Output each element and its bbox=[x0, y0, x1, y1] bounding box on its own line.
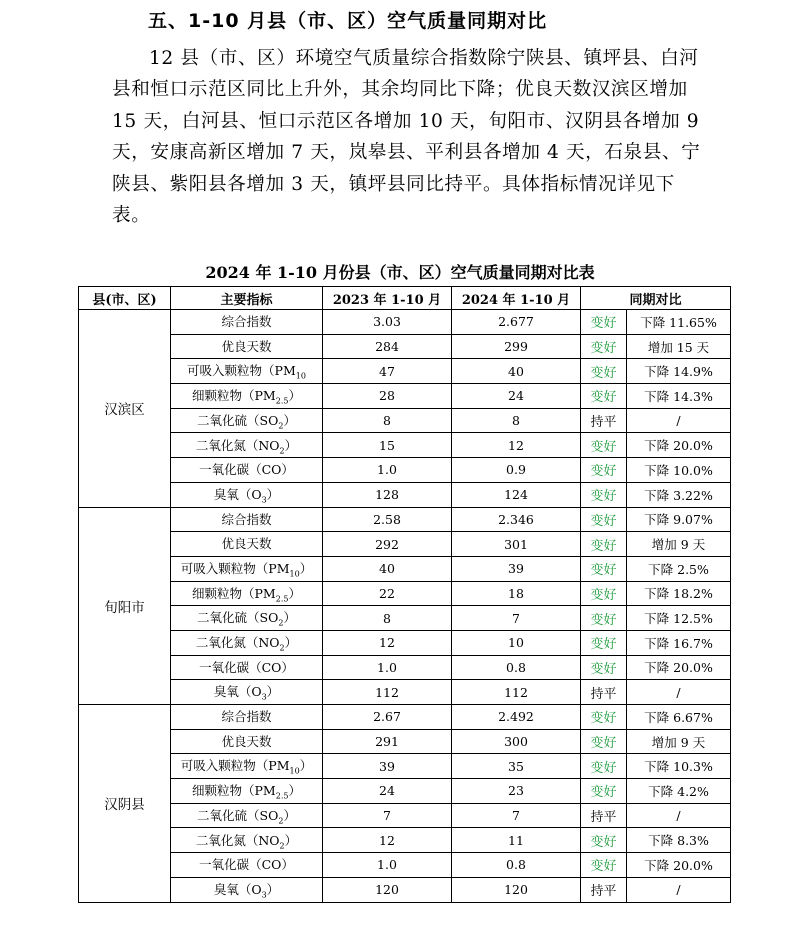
indicator-suffix: ） bbox=[266, 486, 280, 502]
indicator-suffix: ） bbox=[299, 758, 313, 774]
value-2024-cell: 2.677 bbox=[452, 310, 581, 335]
table-row bbox=[79, 803, 731, 828]
indicator-cell bbox=[171, 310, 323, 335]
indicator-label: 二氧化硫（SO bbox=[197, 610, 279, 626]
trend-cell: 变好 bbox=[581, 853, 627, 878]
indicator-suffix: ） bbox=[266, 684, 280, 700]
indicator-cell bbox=[171, 655, 323, 680]
table-row bbox=[79, 655, 731, 680]
indicator-label: 一氧化碳（CO） bbox=[199, 857, 294, 873]
indicator-label: 二氧化氮（NO bbox=[195, 635, 280, 651]
trend-cell: 持平 bbox=[581, 803, 627, 828]
trend-cell: 持平 bbox=[581, 680, 627, 705]
indicator-label: 优良天数 bbox=[221, 536, 272, 552]
trend-cell: 变好 bbox=[581, 384, 627, 409]
trend-cell: 变好 bbox=[581, 310, 627, 335]
value-2023-cell: 39 bbox=[323, 754, 452, 779]
table-row bbox=[79, 433, 731, 458]
value-2023-cell: 120 bbox=[323, 877, 452, 902]
value-2023-cell: 2.58 bbox=[323, 507, 452, 532]
indicator-label: 综合指数 bbox=[221, 314, 272, 330]
indicator-subscript: 3 bbox=[261, 890, 267, 900]
trend-cell: 变好 bbox=[581, 334, 627, 359]
change-cell: 增加 9 天 bbox=[627, 532, 731, 557]
change-cell: 下降 2.5% bbox=[627, 556, 731, 581]
header-2024: 2024 年 1-10 月 bbox=[452, 287, 581, 310]
indicator-suffix: ） bbox=[288, 585, 301, 601]
value-2023-cell: 112 bbox=[323, 680, 452, 705]
change-cell: 下降 9.07% bbox=[627, 507, 731, 532]
value-2023-cell: 22 bbox=[323, 581, 452, 606]
indicator-cell bbox=[171, 803, 323, 828]
trend-cell: 持平 bbox=[581, 408, 627, 433]
change-cell: 下降 10.3% bbox=[627, 754, 731, 779]
value-2024-cell: 40 bbox=[452, 359, 581, 384]
county-cell: 汉滨区 bbox=[79, 310, 171, 508]
table-row bbox=[79, 359, 731, 384]
indicator-label: 细颗粒物（PM bbox=[192, 585, 276, 601]
table-row bbox=[79, 310, 731, 335]
indicator-cell bbox=[171, 359, 323, 384]
trend-cell: 持平 bbox=[581, 877, 627, 902]
table-row bbox=[79, 680, 731, 705]
value-2024-cell: 35 bbox=[452, 754, 581, 779]
table-row bbox=[79, 507, 731, 532]
value-2023-cell: 12 bbox=[323, 828, 452, 853]
indicator-label: 一氧化碳（CO） bbox=[199, 462, 294, 478]
trend-cell: 变好 bbox=[581, 581, 627, 606]
indicator-cell bbox=[171, 532, 323, 557]
value-2024-cell: 24 bbox=[452, 384, 581, 409]
trend-cell: 变好 bbox=[581, 507, 627, 532]
indicator-label: 优良天数 bbox=[221, 733, 272, 749]
value-2024-cell: 0.9 bbox=[452, 458, 581, 483]
indicator-subscript: 2 bbox=[279, 446, 285, 456]
change-cell: 下降 20.0% bbox=[627, 655, 731, 680]
value-2024-cell: 2.346 bbox=[452, 507, 581, 532]
table-row bbox=[79, 334, 731, 359]
change-cell: 下降 16.7% bbox=[627, 630, 731, 655]
value-2023-cell: 8 bbox=[323, 606, 452, 631]
indicator-cell bbox=[171, 384, 323, 409]
indicator-cell bbox=[171, 408, 323, 433]
value-2024-cell: 112 bbox=[452, 680, 581, 705]
value-2023-cell: 24 bbox=[323, 779, 452, 804]
trend-cell: 变好 bbox=[581, 729, 627, 754]
indicator-label: 臭氧（O bbox=[213, 684, 262, 700]
indicator-subscript: 2.5 bbox=[275, 594, 289, 604]
table-row bbox=[79, 729, 731, 754]
value-2023-cell: 284 bbox=[323, 334, 452, 359]
value-2024-cell: 39 bbox=[452, 556, 581, 581]
table-row bbox=[79, 482, 731, 507]
trend-cell: 变好 bbox=[581, 630, 627, 655]
value-2023-cell: 291 bbox=[323, 729, 452, 754]
indicator-suffix: ） bbox=[283, 610, 296, 626]
indicator-suffix: ） bbox=[284, 635, 298, 651]
value-2024-cell: 11 bbox=[452, 828, 581, 853]
value-2023-cell: 40 bbox=[323, 556, 452, 581]
indicator-subscript: 2 bbox=[278, 816, 284, 826]
table-row bbox=[79, 853, 731, 878]
value-2024-cell: 124 bbox=[452, 482, 581, 507]
indicator-subscript: 2 bbox=[278, 618, 284, 628]
indicator-cell bbox=[171, 630, 323, 655]
indicator-label: 二氧化氮（NO bbox=[195, 437, 280, 453]
indicator-label: 二氧化硫（SO bbox=[197, 412, 279, 428]
indicator-subscript: 2 bbox=[279, 841, 285, 851]
indicator-label: 臭氧（O bbox=[213, 881, 262, 897]
indicator-suffix: ） bbox=[284, 437, 298, 453]
indicator-label: 二氧化硫（SO bbox=[197, 807, 279, 823]
indicator-cell bbox=[171, 507, 323, 532]
table-row bbox=[79, 458, 731, 483]
value-2024-cell: 0.8 bbox=[452, 655, 581, 680]
change-cell: 下降 14.3% bbox=[627, 384, 731, 409]
trend-cell: 变好 bbox=[581, 828, 627, 853]
trend-cell: 变好 bbox=[581, 532, 627, 557]
county-cell: 旬阳市 bbox=[79, 507, 171, 705]
change-cell: 下降 12.5% bbox=[627, 606, 731, 631]
value-2024-cell: 23 bbox=[452, 779, 581, 804]
indicator-cell bbox=[171, 334, 323, 359]
change-cell: 增加 15 天 bbox=[627, 334, 731, 359]
indicator-suffix: ） bbox=[283, 807, 296, 823]
value-2024-cell: 0.8 bbox=[452, 853, 581, 878]
table-row bbox=[79, 877, 731, 902]
value-2023-cell: 15 bbox=[323, 433, 452, 458]
table-row bbox=[79, 581, 731, 606]
header-comparison: 同期对比 bbox=[581, 287, 731, 310]
value-2023-cell: 28 bbox=[323, 384, 452, 409]
value-2024-cell: 10 bbox=[452, 630, 581, 655]
value-2023-cell: 47 bbox=[323, 359, 452, 384]
air-quality-comparison-table bbox=[78, 286, 731, 903]
change-cell: 下降 3.22% bbox=[627, 482, 731, 507]
change-cell: 下降 8.3% bbox=[627, 828, 731, 853]
value-2023-cell: 1.0 bbox=[323, 655, 452, 680]
trend-cell: 变好 bbox=[581, 779, 627, 804]
county-cell: 汉阴县 bbox=[79, 705, 171, 903]
change-cell: / bbox=[627, 680, 731, 705]
summary-paragraph bbox=[112, 43, 712, 231]
change-cell: 下降 18.2% bbox=[627, 581, 731, 606]
indicator-subscript: 2.5 bbox=[275, 791, 289, 801]
trend-cell: 变好 bbox=[581, 359, 627, 384]
value-2023-cell: 12 bbox=[323, 630, 452, 655]
indicator-label: 二氧化氮（NO bbox=[195, 832, 280, 848]
indicator-cell bbox=[171, 828, 323, 853]
table-row bbox=[79, 779, 731, 804]
indicator-cell bbox=[171, 680, 323, 705]
indicator-subscript: 2 bbox=[278, 421, 284, 431]
indicator-suffix: ） bbox=[266, 881, 280, 897]
indicator-label: 综合指数 bbox=[221, 709, 272, 725]
value-2024-cell: 8 bbox=[452, 408, 581, 433]
indicator-cell bbox=[171, 581, 323, 606]
indicator-label: 可吸入颗粒物（PM bbox=[180, 758, 290, 774]
section-heading: 五、1-10 月县（市、区）空气质量同期对比 bbox=[148, 10, 548, 32]
table-row bbox=[79, 384, 731, 409]
indicator-cell bbox=[171, 482, 323, 507]
table-row bbox=[79, 556, 731, 581]
table-row bbox=[79, 630, 731, 655]
indicator-cell bbox=[171, 877, 323, 902]
indicator-suffix: ） bbox=[299, 560, 313, 576]
value-2024-cell: 18 bbox=[452, 581, 581, 606]
indicator-suffix: ） bbox=[283, 412, 296, 428]
change-cell: 下降 4.2% bbox=[627, 779, 731, 804]
indicator-label: 细颗粒物（PM bbox=[192, 783, 276, 799]
indicator-subscript: 3 bbox=[261, 495, 267, 505]
value-2023-cell: 128 bbox=[323, 482, 452, 507]
value-2023-cell: 7 bbox=[323, 803, 452, 828]
header-county: 县(市、区) bbox=[79, 287, 171, 310]
indicator-cell bbox=[171, 606, 323, 631]
table-row bbox=[79, 532, 731, 557]
change-cell: 下降 20.0% bbox=[627, 853, 731, 878]
indicator-cell bbox=[171, 754, 323, 779]
header-indicator: 主要指标 bbox=[171, 287, 323, 310]
indicator-subscript: 10 bbox=[295, 371, 306, 381]
trend-cell: 变好 bbox=[581, 458, 627, 483]
value-2023-cell: 1.0 bbox=[323, 458, 452, 483]
value-2024-cell: 120 bbox=[452, 877, 581, 902]
change-cell: 下降 11.65% bbox=[627, 310, 731, 335]
indicator-cell bbox=[171, 779, 323, 804]
change-cell: / bbox=[627, 803, 731, 828]
table-header-row bbox=[79, 287, 731, 310]
summary-text: 12 县（市、区）环境空气质量综合指数除宁陕县、镇坪县、白河县和恒口示范区同比上升外，其余均同比下降；优良天数汉滨区增加 15 天，白河县、恒口示范区各增加 10 天，旬阳市、汉阴县各增加 9 天，安康高新区增加 7 天，岚皋县、平利县各增加 4 天，石泉县、宁陕县、紫阳县各增加 3 天，镇坪县同比持平。具体指标情况详见下表。 bbox=[112, 48, 701, 227]
value-2024-cell: 12 bbox=[452, 433, 581, 458]
value-2023-cell: 292 bbox=[323, 532, 452, 557]
trend-cell: 变好 bbox=[581, 606, 627, 631]
change-cell: 增加 9 天 bbox=[627, 729, 731, 754]
change-cell: 下降 14.9% bbox=[627, 359, 731, 384]
change-cell: 下降 10.0% bbox=[627, 458, 731, 483]
change-cell: 下降 20.0% bbox=[627, 433, 731, 458]
indicator-label: 可吸入颗粒物（PM bbox=[180, 560, 290, 576]
value-2023-cell: 2.67 bbox=[323, 705, 452, 730]
value-2024-cell: 2.492 bbox=[452, 705, 581, 730]
indicator-suffix: ） bbox=[288, 388, 301, 404]
value-2024-cell: 7 bbox=[452, 606, 581, 631]
indicator-label: 细颗粒物（PM bbox=[192, 388, 276, 404]
indicator-label: 臭氧（O bbox=[213, 486, 262, 502]
indicator-subscript: 10 bbox=[289, 569, 300, 579]
indicator-suffix: ） bbox=[284, 832, 298, 848]
indicator-subscript: 10 bbox=[289, 766, 300, 776]
indicator-subscript: 3 bbox=[261, 692, 267, 702]
table-row bbox=[79, 754, 731, 779]
table-row bbox=[79, 828, 731, 853]
indicator-label: 综合指数 bbox=[221, 511, 272, 527]
change-cell: 下降 6.67% bbox=[627, 705, 731, 730]
indicator-subscript: 2.5 bbox=[275, 396, 289, 406]
value-2024-cell: 7 bbox=[452, 803, 581, 828]
header-2023: 2023 年 1-10 月 bbox=[323, 287, 452, 310]
table-caption: 2024 年 1-10 月份县（市、区）空气质量同期对比表 bbox=[205, 263, 595, 282]
value-2024-cell: 299 bbox=[452, 334, 581, 359]
trend-cell: 变好 bbox=[581, 433, 627, 458]
indicator-cell bbox=[171, 458, 323, 483]
indicator-cell bbox=[171, 556, 323, 581]
indicator-cell bbox=[171, 853, 323, 878]
indicator-suffix: ） bbox=[288, 783, 301, 799]
trend-cell: 变好 bbox=[581, 556, 627, 581]
value-2023-cell: 1.0 bbox=[323, 853, 452, 878]
change-cell: / bbox=[627, 408, 731, 433]
indicator-label: 优良天数 bbox=[221, 338, 272, 354]
table-row bbox=[79, 705, 731, 730]
indicator-cell bbox=[171, 705, 323, 730]
value-2023-cell: 3.03 bbox=[323, 310, 452, 335]
trend-cell: 变好 bbox=[581, 482, 627, 507]
table-row bbox=[79, 606, 731, 631]
table-row bbox=[79, 408, 731, 433]
indicator-cell bbox=[171, 433, 323, 458]
value-2024-cell: 300 bbox=[452, 729, 581, 754]
value-2024-cell: 301 bbox=[452, 532, 581, 557]
indicator-subscript: 2 bbox=[279, 643, 285, 653]
trend-cell: 变好 bbox=[581, 705, 627, 730]
change-cell: / bbox=[627, 877, 731, 902]
indicator-label: 可吸入颗粒物（PM bbox=[187, 363, 296, 379]
trend-cell: 变好 bbox=[581, 655, 627, 680]
trend-cell: 变好 bbox=[581, 754, 627, 779]
indicator-cell bbox=[171, 729, 323, 754]
value-2023-cell: 8 bbox=[323, 408, 452, 433]
indicator-label: 一氧化碳（CO） bbox=[199, 659, 294, 675]
